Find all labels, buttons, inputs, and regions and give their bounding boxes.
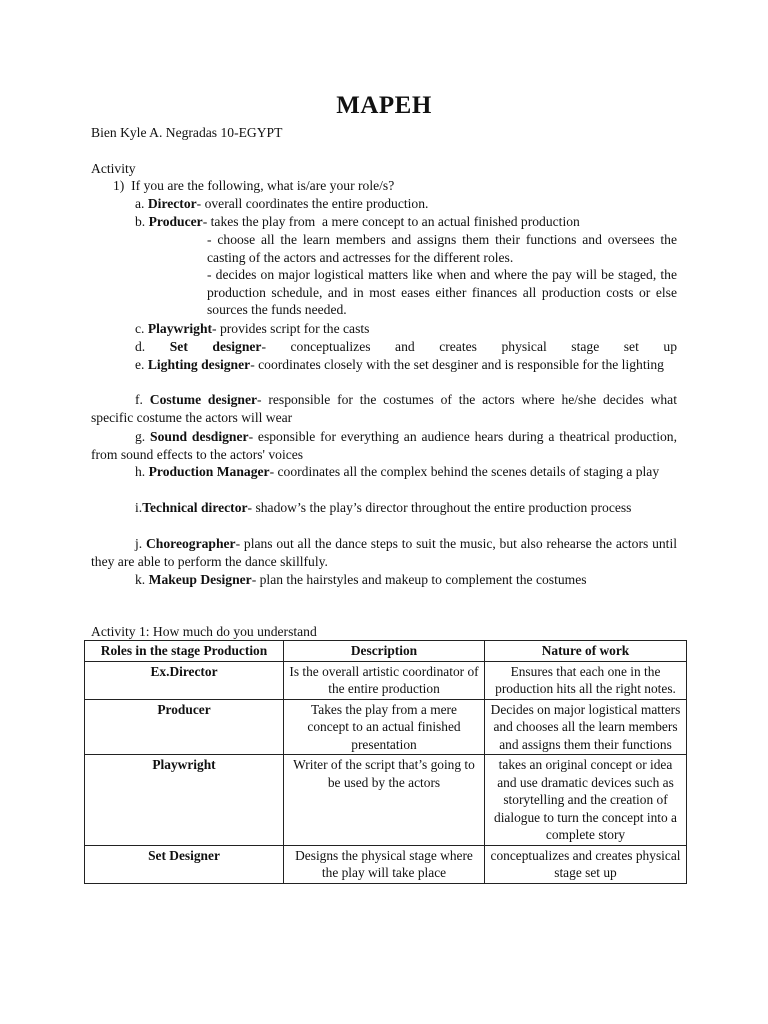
cell-nature: conceptualizes and creates physical stage set up <box>485 845 687 883</box>
column-header-description: Description <box>284 641 485 662</box>
cell-nature: takes an original concept or idea and use dramatic devices such as storytelling and the creation of dialogue to turn the concept into a complete story <box>485 755 687 846</box>
item-prefix: a. <box>135 196 145 211</box>
role-term: Set designer <box>169 339 262 354</box>
item-prefix: d. <box>135 339 146 354</box>
item-prefix: g. <box>135 429 146 444</box>
role-description: - plan the hairstyles and makeup to complement the costumes <box>251 572 587 587</box>
role-item-choreographer <box>91 535 677 570</box>
cell-description: Writer of the script that’s going to be used by the actors <box>284 755 485 846</box>
role-term: Producer <box>148 214 203 229</box>
role-term: Playwright <box>147 321 213 336</box>
role-term: Director <box>147 196 197 211</box>
item-prefix: i. <box>135 500 143 515</box>
role-description: - coordinates all the complex behind the scenes details of staging a play <box>269 464 660 479</box>
column-header-role: Roles in the stage Production <box>85 641 284 662</box>
role-item-technical-director <box>91 499 677 517</box>
cell-role: Producer <box>85 699 284 755</box>
activity-heading: Activity <box>91 161 136 176</box>
role-description: - takes the play from a mere concept to an actual finished production <box>202 214 580 229</box>
cell-nature: Ensures that each one in the production hits all the right notes. <box>485 661 687 699</box>
page-title: MAPEH <box>336 92 432 119</box>
role-term: Production Manager <box>148 464 270 479</box>
role-item-producer <box>135 213 580 231</box>
table-row <box>85 755 687 846</box>
question-line: 1) If you are the following, what is/are your role/s? <box>113 178 395 193</box>
cell-description: Takes the play from a mere concept to an actual finished presentation <box>284 699 485 755</box>
item-prefix: k. <box>135 572 146 587</box>
role-description: - esponsible for everything an audience hears during a theatrical production, from sound effects to the actors' voices <box>91 429 677 462</box>
cell-description: Is the overall artistic coordinator of the entire production <box>284 661 485 699</box>
table-row <box>85 661 687 699</box>
role-term: Costume designer <box>149 392 258 407</box>
role-item-set-designer <box>135 338 677 356</box>
role-description: - conceptualizes and creates physical stage set up <box>261 339 677 354</box>
item-prefix: b. <box>135 214 146 229</box>
role-item-makeup-designer <box>135 571 587 589</box>
roles-table <box>84 640 687 884</box>
role-term: Choreographer <box>145 536 236 551</box>
cell-nature: Decides on major logistical matters and chooses all the learn members and assigns them their functions <box>485 699 687 755</box>
role-item-costume-designer <box>91 391 677 426</box>
role-item-lighting-designer <box>91 356 677 374</box>
table-header-row <box>85 641 687 662</box>
role-term: Lighting designer <box>147 357 251 372</box>
cell-description: Designs the physical stage where the play will take place <box>284 845 485 883</box>
role-term: Makeup Designer <box>148 572 252 587</box>
role-description: - shadow’s the play’s director throughout the entire production process <box>247 500 632 515</box>
role-term: Technical director <box>142 500 248 515</box>
cell-role: Ex.Director <box>85 661 284 699</box>
item-prefix: f. <box>135 392 143 407</box>
role-item-production-manager <box>91 463 677 481</box>
producer-sub-item-1: - choose all the learn members and assigns them their functions and oversees the casting of the actors and actresses for the different roles. <box>207 232 677 265</box>
cell-role: Playwright <box>85 755 284 846</box>
role-item-sound-designer <box>91 428 677 463</box>
producer-sub-item-2: - decides on major logistical matters like when and where the pay will be staged, the production schedule, and in most eases either finances all production costs or else sources the funds needed. <box>207 267 677 317</box>
role-term: Sound desdigner <box>150 429 249 444</box>
role-description: - coordinates closely with the set desginer and is responsible for the lighting <box>250 357 664 372</box>
item-prefix: c. <box>135 321 145 336</box>
table-row <box>85 845 687 883</box>
role-item-playwright <box>135 320 369 338</box>
role-description: - provides script for the casts <box>212 321 370 336</box>
column-header-nature: Nature of work <box>485 641 687 662</box>
activity1-heading: Activity 1: How much do you understand <box>91 624 317 639</box>
cell-role: Set Designer <box>85 845 284 883</box>
item-prefix: j. <box>135 536 143 551</box>
role-description: - plans out all the dance steps to suit the music, but also rehearse the actors until they are able to perform the dance skillfuly. <box>91 536 678 569</box>
author-line: Bien Kyle A. Negradas 10-EGYPT <box>91 125 283 140</box>
item-prefix: h. <box>135 464 146 479</box>
role-description: - responsible for the costumes of the actors where he/she decides what specific costume the actors will wear <box>91 392 677 425</box>
role-item-director <box>135 195 428 213</box>
item-prefix: e. <box>135 357 145 372</box>
role-description: - overall coordinates the entire production. <box>196 196 429 211</box>
table-row <box>85 699 687 755</box>
